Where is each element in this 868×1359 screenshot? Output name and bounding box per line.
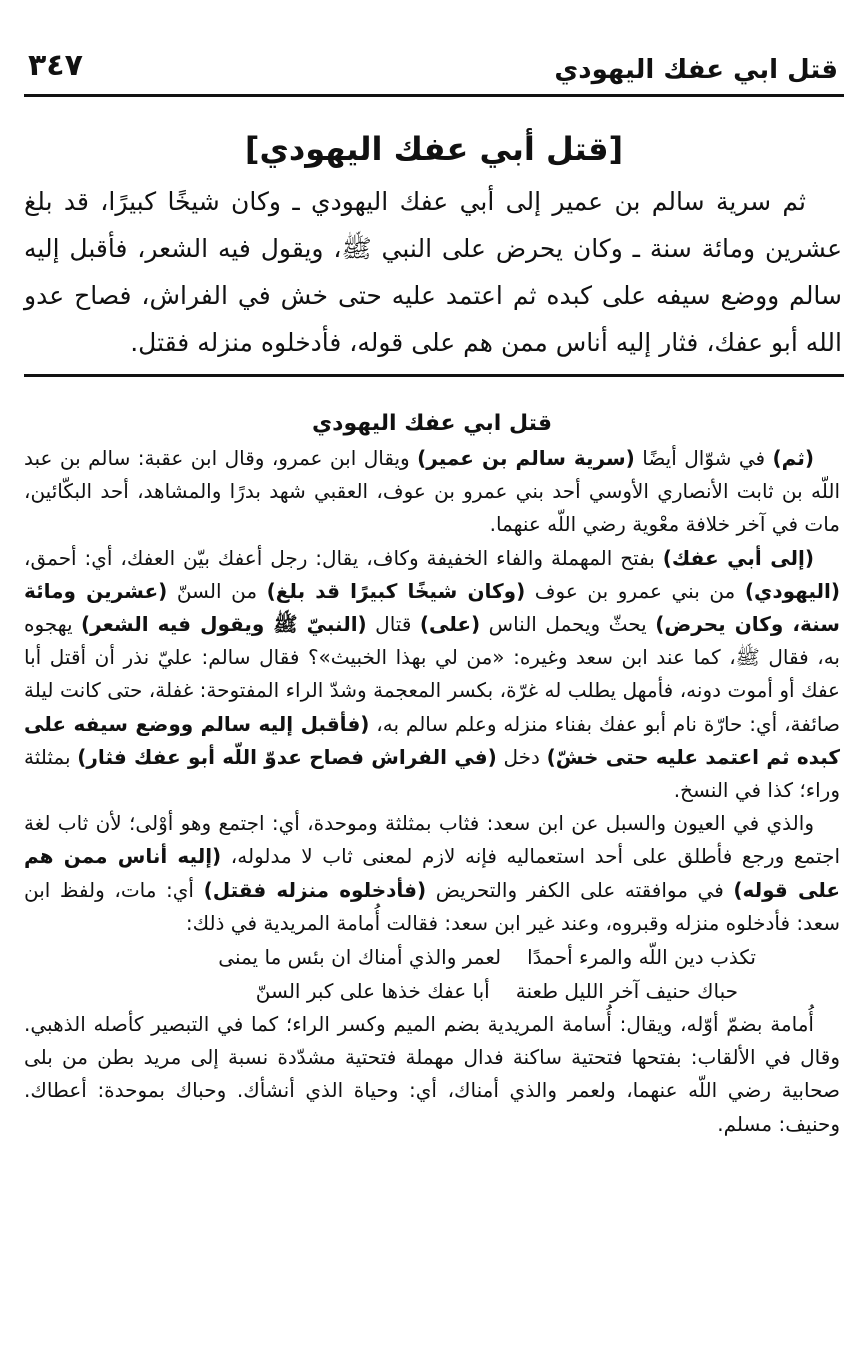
- commentary-text: يحثّ ويحمل الناس: [480, 612, 656, 637]
- commentary-text: بفتح المهملة والفاء الخفيفة وكاف، يقال: رجل أعفك بيّن العفك، أي: أحمق،: [24, 545, 663, 570]
- commentary-text: ويقال ابن عمرو، وقال ابن عقبة: سالم بن عبد اللّه بن ثابت الأنصاري الأوسي أحد بني عمرو بن عوف، العقبي شهد بدرًا والمشاهد، أحد البكّائين، مات في آخر خلافة معْوية رضي اللّه عنهما.: [24, 446, 840, 537]
- commentary-block: [24, 406, 840, 1141]
- commentary-heading: قتل ابي عفك اليهودي: [312, 411, 552, 436]
- quoted-phrase: (فأقبل إليه سالم ووضع سيفه على كبده ثم اعتمد عليه حتى خشّ): [24, 711, 841, 769]
- commentary-text: أي: مات، ولفظ ابن سعد: فأدخلوه منزله وقبروه، وعند غير ابن سعد: فقالت أُمامة المريدية في ذلك:: [24, 877, 840, 935]
- section-divider: [24, 374, 844, 377]
- quoted-phrase: (فأدخلوه منزله فقتل): [203, 877, 427, 902]
- poem-hemistich-first: حباك حنيف آخر الليل طعنة: [515, 979, 738, 1004]
- quoted-phrase: (اليهودي): [744, 578, 840, 603]
- commentary-text: قتال: [366, 612, 420, 637]
- commentary-text: والذي في العيون والسبل عن ابن سعد: فثاب بمثلثة وموحدة، أي: اجتمع وهو أوْلى؛ لأن ثاب لغة اجتمع ورجع فأطلق على أحد استعماليه فإنه لازم لمعنى ثاب لا مدلوله،: [24, 811, 841, 869]
- commentary-text: في شوّال أيضًا: [634, 446, 773, 470]
- section-title: [قتل أبي عفك اليهودي]: [244, 130, 624, 168]
- commentary-text: من السنّ: [167, 578, 267, 603]
- quoted-phrase: (ثم): [772, 446, 814, 470]
- commentary-paragraph-1: [24, 442, 840, 542]
- quoted-phrase: (في الفراش فصاح عدوّ اللّه أبو عفك فثار): [77, 744, 497, 769]
- commentary-text: في موافقته على الكفر والتحريض: [426, 877, 734, 902]
- header-rule: [24, 94, 844, 97]
- commentary-paragraph-3: [24, 807, 840, 940]
- commentary-text: دخل: [496, 744, 547, 769]
- poem-hemistich-first: تكذب دين اللّه والمرء أحمدًا: [527, 945, 756, 970]
- page-number: ٣٤٧: [28, 48, 83, 83]
- quoted-phrase: (إليه أناس ممن هم على قوله): [24, 844, 841, 902]
- commentary-text: بمثلثة وراء؛ كذا في النسخ.: [24, 744, 840, 803]
- commentary-paragraph-2: [24, 542, 840, 808]
- quoted-phrase: (إلى أبي عفك): [662, 545, 814, 570]
- poem-hemistich-second: أبا عفك خذها على كبر السنّ: [255, 979, 490, 1004]
- main-text-block: [24, 178, 842, 366]
- quoted-phrase: (سرية سالم بن عمير): [417, 446, 635, 470]
- quoted-phrase: (على): [419, 612, 481, 637]
- quoted-phrase: (وكان شيخًا كبيرًا قد بلغ): [266, 578, 526, 603]
- poem-verse-2: [24, 974, 840, 1008]
- commentary-paragraph-4: أُمامة بضمّ أوّله، ويقال: أُسامة المريدية بضم الميم وكسر الراء؛ كما في التبصير كأصله الذهبي. وقال في الألقاب: بفتحها فتحتية ساكنة فدال مهملة فتحتية مشدّدة نسبة إلى مريد بطن من بلى صحابية رضي اللّه عنهما، ولعمر والذي أمناك، أي: وحياة الذي أنشأك. وحباك بموحدة: أعطاك. وحنيف: مسلم.: [24, 1012, 840, 1136]
- commentary-text: يهجوه به، فقال ﷺ، كما عند ابن سعد وغيره: «من لي بهذا الخبيث»؟ فقال سالم: عليّ نذر أن أقتل أبا عفك أو أموت دونه، فأمهل يطلب له غرّة، بكسر المعجمة وشدّ الراء المفتوحة: غفلة، حتى كانت ليلة صائفة، أي: حارّة نام أبو عفك بفناء منزله وعلم سالم به،: [24, 612, 841, 736]
- main-paragraph: ثم سرية سالم بن عمير إلى أبي عفك اليهودي ـ وكان شيخًا كبيرًا، قد بلغ عشرين ومائة سنة ـ وكان يحرض على النبي ﷺ، ويقول فيه الشعر، فأقبل إليه سالم ووضع سيفه على كبده ثم اعتمد عليه حتى خش في الفراش، فصاح عدو الله أبو عفك، فثار إليه أناس ممن هم على قوله، فأدخلوه منزله فقتل.: [24, 187, 842, 357]
- quoted-phrase: (النبيّ ﷺ ويقول فيه الشعر): [80, 612, 367, 637]
- quoted-phrase: (عشرين ومائة سنة، وكان يحرض): [24, 578, 840, 637]
- running-header-title: قتل ابي عفك اليهودي: [554, 55, 838, 85]
- poem-verse-1: [24, 940, 840, 974]
- poem-hemistich-second: لعمر والذي أمناك ان بئس ما يمنى: [218, 945, 502, 970]
- commentary-text: من بني عمرو بن عوف: [525, 578, 745, 603]
